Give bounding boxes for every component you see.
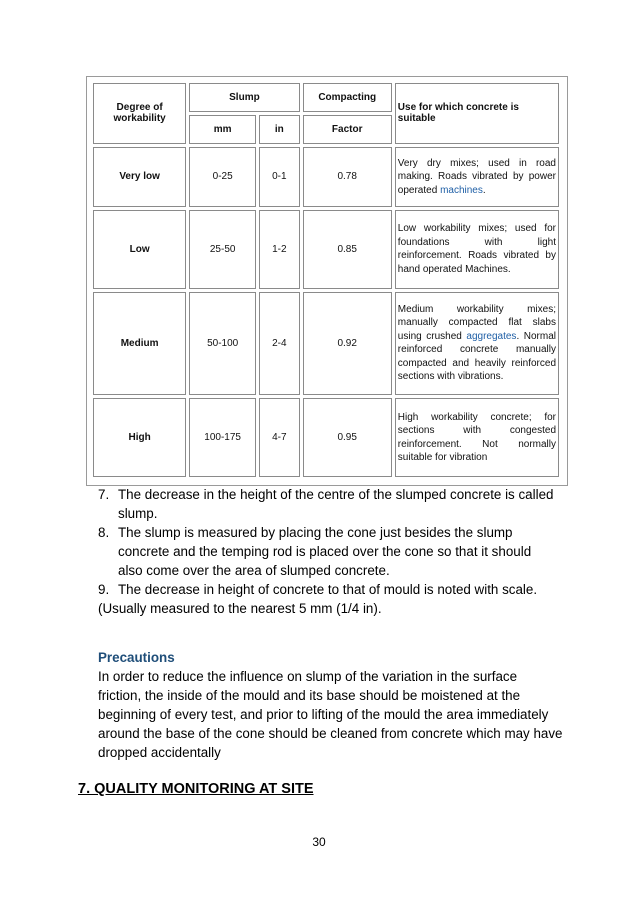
row-slump-in: 1-2	[259, 210, 300, 289]
header-mm: mm	[189, 115, 256, 144]
row-degree: High	[93, 398, 186, 477]
step-text: The decrease in the height of the centre of the slumped concrete is called slump.	[118, 487, 554, 521]
step-text: The slump is measured by placing the cone just besides the slump concrete and the temping rod is placed over the cone so that it should also come over the area of slumped concrete.	[118, 525, 532, 578]
row-degree: Very low	[93, 147, 186, 207]
row-degree: Medium	[93, 292, 186, 396]
row-slump-in: 0-1	[259, 147, 300, 207]
row-compacting-factor: 0.85	[303, 210, 392, 289]
row-use-end: .	[482, 184, 486, 196]
row-slump-mm: 50-100	[189, 292, 256, 396]
row-slump-mm: 25-50	[189, 210, 256, 289]
list-item	[98, 485, 558, 523]
row-slump-mm: 100-175	[189, 398, 256, 477]
row-use-text: Low workability mixes; used for foundations with light reinforcement. Roads vibrated by hand operated Machines.	[397, 223, 556, 275]
row-degree: Low	[93, 210, 186, 289]
step-text: The decrease in height of concrete to that of mould is noted with scale.	[118, 582, 538, 597]
header-degree: Degree of workability	[93, 83, 186, 144]
precautions-paragraph: In order to reduce the influence on slump of the variation in the surface friction, the inside of the mould and its base should be moistened at the beginning of every test, and prior to lifting of the mould the area immediately around the base of the cone should be cleaned from concrete which may have dropped accidentally	[98, 669, 563, 760]
list-item	[98, 580, 558, 599]
header-compacting: Compacting	[303, 83, 392, 112]
machines-link[interactable]: machines	[440, 184, 483, 196]
procedure-steps	[98, 485, 558, 599]
step-number: 9.	[98, 582, 110, 597]
header-factor: Factor	[303, 115, 392, 144]
step-number: 7.	[98, 487, 110, 502]
row-slump-mm: 0-25	[189, 147, 256, 207]
header-in: in	[259, 115, 300, 144]
row-compacting-factor: 0.95	[303, 398, 392, 477]
row-slump-in: 4-7	[259, 398, 300, 477]
section-heading: 7. QUALITY MONITORING AT SITE	[78, 781, 314, 797]
aggregates-link[interactable]: aggregates	[466, 330, 517, 342]
step-number: 8.	[98, 525, 110, 540]
header-use: Use for which concrete is suitable	[395, 83, 559, 144]
row-compacting-factor: 0.78	[303, 147, 392, 207]
measurement-note: (Usually measured to the nearest 5 mm (1/4 in).	[98, 601, 382, 616]
row-use-text: Very dry mixes; used in road making. Roads vibrated by power operated	[397, 157, 556, 196]
row-use-text: High workability concrete; for sections with congested reinforcement. Not normally suitable for vibration	[397, 411, 556, 464]
row-use-text: Medium workability mixes; manually compacted flat slabs using crushed	[397, 303, 556, 342]
page-number: 30	[312, 835, 326, 849]
row-slump-in: 2-4	[259, 292, 300, 396]
row-use-end: . Normal reinforced concrete manually compacted and heavily reinforced sections with vibrations.	[397, 330, 556, 383]
list-item	[98, 523, 558, 580]
row-compacting-factor: 0.92	[303, 292, 392, 396]
precautions-heading: Precautions	[98, 650, 175, 665]
header-slump: Slump	[189, 83, 299, 112]
